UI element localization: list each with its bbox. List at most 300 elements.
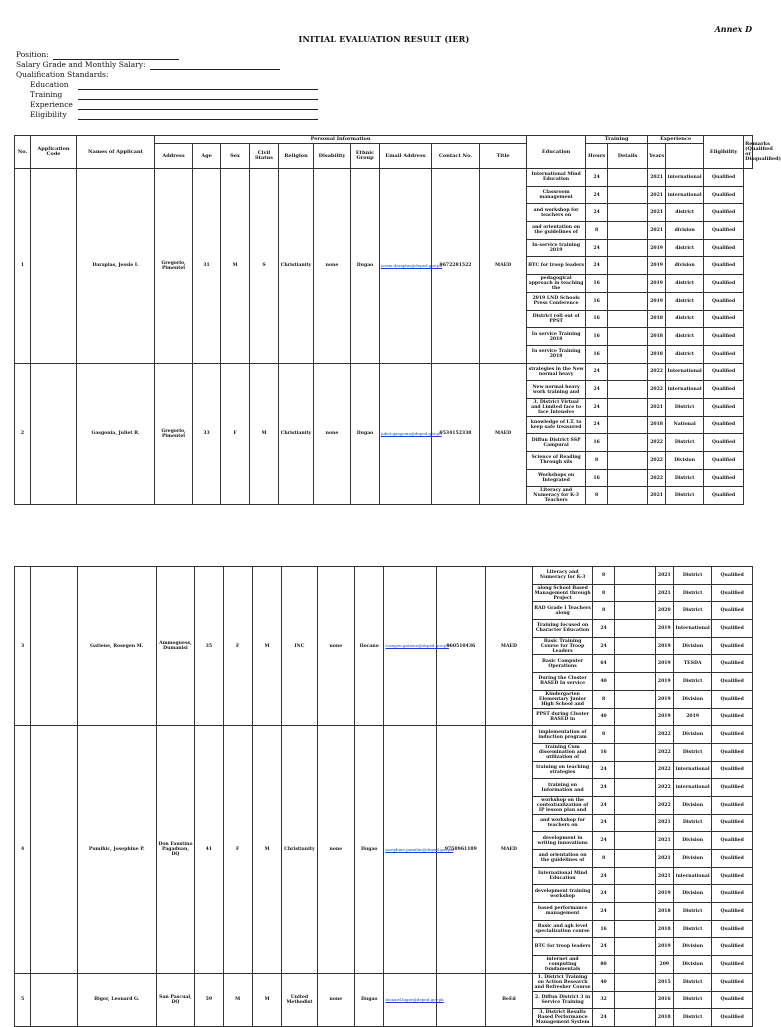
- experience-years: 2015: [655, 973, 673, 991]
- eligibility-label: Eligibility: [30, 110, 67, 119]
- experience-details: [615, 690, 655, 708]
- applicant-email-link-text[interactable]: leonard.bigor@deped.gov.ph: [385, 996, 444, 1002]
- training-hours: 40: [592, 708, 614, 726]
- salary-label: Salary Grade and Monthly Salary:: [16, 60, 146, 69]
- experience-details: [615, 991, 655, 1009]
- eligibility-value: division: [666, 222, 704, 240]
- experience-years: 2018: [655, 920, 673, 938]
- training-hours: 24: [586, 169, 608, 187]
- remarks-value: Qualified: [712, 602, 753, 620]
- remarks-value: Qualified: [704, 434, 744, 452]
- training-title-text: implementation of induction program: [538, 729, 587, 740]
- col-disability: Disability: [314, 144, 351, 169]
- applicant-disability: none: [317, 973, 354, 1026]
- applicant-address: Ammoguess, Dumanisi: [156, 567, 194, 726]
- experience-details: [615, 620, 655, 638]
- experience-details: [608, 222, 648, 240]
- training-hours: 24: [586, 398, 608, 416]
- experience-years: 2022: [648, 452, 666, 470]
- col-remarks: Remarks (Qualified or Disqualified): [744, 136, 753, 169]
- eligibility-value: international: [666, 186, 704, 204]
- experience-years: 2022: [648, 363, 666, 381]
- applicant-disability: none: [314, 363, 351, 505]
- applicant-email-link[interactable]: [384, 726, 454, 974]
- experience-years: 2019: [648, 292, 666, 310]
- experience-details: [615, 673, 655, 691]
- application-code: [31, 363, 77, 505]
- experience-years: 2021: [655, 584, 673, 602]
- eligibility-value: District: [666, 398, 704, 416]
- col-religion: Religion: [279, 144, 314, 169]
- experience-details: [608, 310, 648, 328]
- training-title: [527, 186, 586, 204]
- training-title-text: District roll out of PPST: [532, 313, 580, 324]
- experience-details: [608, 328, 648, 346]
- remarks-value: Qualified: [704, 363, 744, 381]
- applicant-education: MAED: [480, 169, 527, 364]
- eligibility-value: TESDA: [673, 655, 711, 673]
- training-title-text: New normal heavy work training and: [532, 384, 580, 395]
- experience-years: 2021: [655, 832, 673, 850]
- experience-details: [615, 1009, 655, 1027]
- training-title: [533, 708, 593, 726]
- applicant-religion: United Methodist: [282, 973, 317, 1026]
- experience-details: [608, 169, 648, 187]
- training-title: [533, 938, 593, 956]
- experience-years: 2022: [655, 796, 673, 814]
- experience-details: [615, 655, 655, 673]
- applicant-education: MAED: [480, 363, 527, 505]
- experience-years: 2019: [655, 885, 673, 903]
- experience-details: [608, 239, 648, 257]
- eligibility-value: District: [673, 920, 711, 938]
- training-title-text: pedagogical approach in teaching the: [528, 275, 584, 291]
- col-title: Title: [480, 144, 527, 169]
- experience-details: [608, 204, 648, 222]
- table-row: [15, 726, 753, 744]
- applicant-address: Don Faustino Pagaduan, DQ: [156, 726, 194, 974]
- experience-years: 2019: [655, 938, 673, 956]
- applicant-address: Gregorio, Pimentel: [155, 169, 193, 364]
- training-title-text: Classroom management: [539, 190, 573, 201]
- training-hours: 16: [586, 345, 608, 363]
- col-civil: Civil Status: [250, 144, 279, 169]
- experience-details: [608, 469, 648, 487]
- training-title: [533, 655, 593, 673]
- training-hours: 24: [592, 938, 614, 956]
- remarks-value: Qualified: [704, 416, 744, 434]
- remarks-value: Qualified: [704, 469, 744, 487]
- remarks-value: Qualified: [712, 938, 753, 956]
- experience-years: 2019: [655, 637, 673, 655]
- experience-years: 2022: [655, 726, 673, 744]
- eligibility-value: District: [673, 743, 711, 761]
- col-training: Training: [586, 136, 648, 144]
- eligibility-value: National: [666, 416, 704, 434]
- training-title-text: Basic Training Course for Troop Leaders: [540, 638, 585, 654]
- training-hours: 24: [592, 620, 614, 638]
- eligibility-value: Division: [673, 726, 711, 744]
- experience-details: [615, 567, 655, 585]
- training-title: [527, 452, 586, 470]
- training-title: [533, 761, 593, 779]
- training-title-text: and workshop for teachers on: [533, 207, 579, 218]
- applicant-no: 4: [15, 726, 31, 974]
- col-hours: Hours: [586, 144, 608, 169]
- education-line: [78, 82, 318, 90]
- eligibility-value: division: [666, 257, 704, 275]
- experience-details: [615, 850, 655, 868]
- remarks-value: Qualified: [704, 186, 744, 204]
- applicant-email-link-text[interactable]: juliet.gasgonia@deped.gov.ph: [381, 430, 442, 436]
- position-label: Position:: [16, 50, 49, 59]
- experience-years: 2021: [648, 487, 666, 505]
- training-title: [527, 345, 586, 363]
- eligibility-value: District: [673, 673, 711, 691]
- experience-years: 2021: [648, 204, 666, 222]
- eligibility-value: District: [673, 903, 711, 921]
- training-title-text: RAD Grade I Teachers along: [534, 605, 591, 616]
- experience-details: [615, 743, 655, 761]
- experience-years: 2022: [655, 779, 673, 797]
- experience-details: [615, 602, 655, 620]
- experience-years: 2019: [648, 239, 666, 257]
- training-hours: 16: [586, 469, 608, 487]
- col-details: Details: [608, 144, 648, 169]
- remarks-value: Qualified: [704, 381, 744, 399]
- training-title: [527, 275, 586, 293]
- applicant-sex: F: [223, 567, 252, 726]
- applicant-address: San Pascual, DQ: [156, 973, 194, 1026]
- training-title-text: along School Based Management through Project: [534, 585, 591, 601]
- training-hours: 16: [586, 275, 608, 293]
- training-hours: 16: [586, 434, 608, 452]
- training-title-text: During the Cluster BASED In service: [538, 676, 587, 687]
- training-title-text: strategies in the New normal heavy: [528, 366, 584, 377]
- experience-years: 2019: [655, 708, 673, 726]
- training-hours: 16: [586, 310, 608, 328]
- eligibility-value: Division: [673, 956, 711, 974]
- eligibility-value: International: [673, 620, 711, 638]
- training-title-text: training Cum dissemination and utilization of: [538, 744, 587, 760]
- eligibility-line: [78, 112, 318, 120]
- training-title: [527, 169, 586, 187]
- experience-details: [608, 398, 648, 416]
- training-hours: 24: [586, 416, 608, 434]
- eligibility-value: district: [666, 345, 704, 363]
- experience-line: [78, 102, 318, 110]
- training-title-text: BTC for troop leaders: [534, 944, 591, 950]
- remarks-value: Qualified: [712, 814, 753, 832]
- training-hours: 8: [586, 452, 608, 470]
- experience-details: [615, 779, 655, 797]
- remarks-value: Qualified: [712, 761, 753, 779]
- training-hours: 24: [592, 637, 614, 655]
- experience-years: 2018: [648, 345, 666, 363]
- experience-years: 2022: [655, 761, 673, 779]
- training-hours: 8: [586, 487, 608, 505]
- training-hours: 40: [592, 973, 614, 991]
- applicant-sex: F: [221, 363, 250, 505]
- training-title-text: Science of Reading Through sils: [531, 455, 581, 466]
- training-title-text: internet and computing fundamentals: [544, 956, 581, 972]
- training-title: [533, 620, 593, 638]
- remarks-value: Qualified: [712, 567, 753, 585]
- experience-details: [615, 973, 655, 991]
- training-title: [533, 673, 593, 691]
- training-title: [527, 398, 586, 416]
- experience-details: [608, 434, 648, 452]
- applicant-ethnic-group: Ilocano: [355, 567, 384, 726]
- training-hours: 24: [586, 239, 608, 257]
- experience-details: [615, 920, 655, 938]
- remarks-value: Qualified: [704, 169, 744, 187]
- training-hours: 8: [592, 726, 614, 744]
- col-experience: Experience: [648, 136, 704, 144]
- experience-details: [608, 452, 648, 470]
- applicant-email-link[interactable]: [384, 567, 449, 726]
- applicant-name: Bigor, Leonard G.: [77, 973, 156, 1026]
- remarks-value: Qualified: [704, 204, 744, 222]
- training-title-text: 2. Diffun District 3 in Service Training: [534, 994, 591, 1005]
- experience-details: [615, 796, 655, 814]
- remarks-value: Qualified: [712, 973, 753, 991]
- applicant-age: 41: [195, 726, 223, 974]
- experience-details: [615, 885, 655, 903]
- eligibility-value: District: [666, 434, 704, 452]
- experience-years: 2022: [655, 743, 673, 761]
- training-title: [533, 602, 593, 620]
- experience-years: 2021: [648, 169, 666, 187]
- training-hours: 24: [586, 257, 608, 275]
- annex-label: Annex D: [714, 24, 752, 34]
- remarks-value: Qualified: [712, 637, 753, 655]
- col-sex: Sex: [221, 144, 250, 169]
- applicant-age: 59: [195, 973, 223, 1026]
- education-label: Education: [30, 80, 69, 89]
- experience-years: 2019: [655, 620, 673, 638]
- experience-details: [608, 275, 648, 293]
- training-title-text: based performance management: [537, 906, 588, 917]
- experience-years: 2021: [648, 222, 666, 240]
- training-title-text: Training focused on Character Education: [535, 623, 590, 634]
- training-hours: 8: [592, 584, 614, 602]
- evaluation-table: [14, 135, 781, 505]
- experience-years: 2018: [648, 416, 666, 434]
- experience-years: 2018: [648, 310, 666, 328]
- training-title-text: In service Training 2018: [531, 349, 581, 360]
- applicant-education: BeEd: [485, 973, 533, 1026]
- training-hours: 80: [592, 956, 614, 974]
- applicant-contact: 9672281522: [432, 169, 480, 364]
- training-hours: 24: [592, 867, 614, 885]
- applicant-civil-status: M: [252, 567, 281, 726]
- training-title: [527, 239, 586, 257]
- training-title: [527, 487, 586, 505]
- col-personal: Personal Information: [155, 136, 527, 144]
- remarks-value: Qualified: [712, 991, 753, 1009]
- eligibility-value: District: [673, 602, 711, 620]
- remarks-value: Qualified: [712, 779, 753, 797]
- training-title-text: workshop on the contextualization of IP lesson plan and: [536, 797, 589, 813]
- experience-details: [608, 381, 648, 399]
- experience-years: 2021: [648, 398, 666, 416]
- col-eligibility: Eligibility: [704, 136, 744, 169]
- training-hours: 24: [592, 1009, 614, 1027]
- training-hours: 24: [592, 761, 614, 779]
- experience-years: 2021: [655, 567, 673, 585]
- experience-details: [608, 487, 648, 505]
- training-title-text: BTC for troop leaders: [528, 263, 585, 269]
- training-title-text: Literacy and Numeracy for K-3 Teachers: [533, 488, 579, 504]
- applicant-name: Daraplas, Jessie I.: [77, 169, 155, 364]
- training-title: [527, 363, 586, 381]
- applicant-name: Gatiene, Rosegen M.: [77, 567, 156, 726]
- experience-years: 2021: [655, 850, 673, 868]
- training-title-text: development training workshop: [534, 888, 591, 899]
- experience-years: 2018: [655, 1009, 673, 1027]
- training-title: [533, 832, 593, 850]
- col-contact: Contact No.: [432, 144, 480, 169]
- col-name: Names of Applicant: [77, 136, 155, 169]
- experience-years: 2021: [648, 186, 666, 204]
- training-title-text: and workshop for teachers on: [540, 817, 586, 828]
- applicant-email-link-text[interactable]: rosegen.gatiene@deped.gov.ph: [385, 643, 449, 649]
- remarks-value: Qualified: [712, 743, 753, 761]
- experience-years: 2020: [655, 602, 673, 620]
- applicant-disability: none: [314, 169, 351, 364]
- applicant-disability: none: [317, 726, 354, 974]
- training-title: [533, 584, 593, 602]
- experience-years: 2018: [648, 328, 666, 346]
- eligibility-value: international: [666, 381, 704, 399]
- col-ethnic: Ethnic Group: [351, 144, 380, 169]
- applicant-sex: M: [223, 973, 252, 1026]
- applicant-sex: F: [223, 726, 252, 974]
- applicant-civil-status: S: [250, 169, 279, 364]
- experience-details: [615, 726, 655, 744]
- application-code: [31, 169, 77, 364]
- training-hours: 40: [592, 673, 614, 691]
- training-title-text: In-service training 2019: [532, 243, 581, 254]
- applicant-email-link[interactable]: [380, 169, 442, 364]
- table-body-page2: [15, 567, 753, 1027]
- position-line: [53, 52, 179, 60]
- remarks-value: Qualified: [704, 310, 744, 328]
- training-hours: 8: [592, 850, 614, 868]
- remarks-value: Qualified: [712, 885, 753, 903]
- applicant-age: 31: [193, 169, 221, 364]
- experience-details: [615, 938, 655, 956]
- applicant-email-link-text[interactable]: jessie.daraplas@deped.gov.ph: [381, 262, 442, 268]
- applicant-civil-status: M: [252, 726, 281, 974]
- training-title-text: and orientation on the guidelines of: [538, 853, 587, 864]
- training-hours: 24: [592, 832, 614, 850]
- remarks-value: Qualified: [704, 239, 744, 257]
- remarks-value: Qualified: [704, 222, 744, 240]
- applicant-address: Gregorio, Pimentel: [155, 363, 193, 505]
- training-title-text: knowledge of I.T. to keep safe treasured: [530, 419, 582, 430]
- eligibility-value: Division: [673, 885, 711, 903]
- eligibility-value: Division: [673, 832, 711, 850]
- evaluation-table-continued: [14, 566, 753, 1027]
- applicant-contact: 9758961189: [437, 726, 486, 974]
- training-title-text: International Mind Education: [531, 172, 581, 183]
- training-title: [527, 292, 586, 310]
- applicant-no: 5: [15, 973, 31, 1026]
- eligibility-value: district: [666, 292, 704, 310]
- experience-details: [615, 956, 655, 974]
- applicant-name: Pumihic, Josephine P.: [77, 726, 156, 974]
- experience-details: [608, 363, 648, 381]
- applicant-email-link[interactable]: [384, 973, 444, 1026]
- eligibility-value: District: [673, 814, 711, 832]
- training-title-text: training on Information and: [541, 782, 584, 793]
- training-hours: 16: [592, 743, 614, 761]
- experience-years: 2019: [655, 673, 673, 691]
- training-title-text: and orientation on the guidelines of: [532, 225, 581, 236]
- training-title: [533, 637, 593, 655]
- training-hours: 64: [592, 655, 614, 673]
- applicant-contact: 960510436: [437, 567, 486, 726]
- applicant-email-link-text[interactable]: josephine.pumihic@deped.gov.ph: [385, 846, 454, 852]
- training-title: [527, 328, 586, 346]
- application-code: [31, 973, 78, 1026]
- training-title: [533, 850, 593, 868]
- eligibility-value: Division: [673, 796, 711, 814]
- table-row: [15, 169, 753, 187]
- remarks-value: Qualified: [704, 257, 744, 275]
- experience-details: [615, 637, 655, 655]
- training-title-text: 1. District Training on Action Research and Refresher Course: [534, 974, 591, 990]
- remarks-value: Qualified: [712, 850, 753, 868]
- experience-years: 2022: [648, 434, 666, 452]
- remarks-value: Qualified: [712, 584, 753, 602]
- remarks-value: Qualified: [704, 328, 744, 346]
- eligibility-value: District: [673, 584, 711, 602]
- applicant-religion: Christianity: [279, 363, 314, 505]
- training-title-text: In service Training 2018: [531, 331, 581, 342]
- col-education: Education: [527, 136, 586, 169]
- remarks-value: Qualified: [704, 275, 744, 293]
- applicant-disability: none: [317, 567, 354, 726]
- training-hours: 8: [592, 602, 614, 620]
- eligibility-value: District: [673, 973, 711, 991]
- applicant-sex: M: [221, 169, 250, 364]
- applicant-religion: Christianity: [282, 726, 317, 974]
- training-hours: 16: [586, 292, 608, 310]
- training-title: [527, 222, 586, 240]
- remarks-value: Qualified: [704, 452, 744, 470]
- training-title-text: PPST during Cluster BASED in: [536, 711, 590, 722]
- col-email: Email Address: [380, 144, 432, 169]
- applicant-email-link[interactable]: [380, 363, 442, 505]
- eligibility-value: District: [673, 567, 711, 585]
- remarks-value: Qualified: [712, 708, 753, 726]
- eligibility-value: District: [666, 469, 704, 487]
- training-hours: 16: [592, 920, 614, 938]
- experience-details: [615, 814, 655, 832]
- eligibility-value: 2019: [673, 708, 711, 726]
- applicant-ethnic-group: Ilugao: [355, 726, 384, 974]
- remarks-value: Qualified: [704, 398, 744, 416]
- page-title: INITIAL EVALUATION RESULT (IER): [298, 34, 470, 44]
- eligibility-value: Division: [673, 637, 711, 655]
- training-title-text: International Mind Education: [537, 871, 588, 882]
- training-hours: 24: [586, 381, 608, 399]
- application-code: [31, 567, 78, 726]
- applicant-education: MAED: [485, 726, 533, 974]
